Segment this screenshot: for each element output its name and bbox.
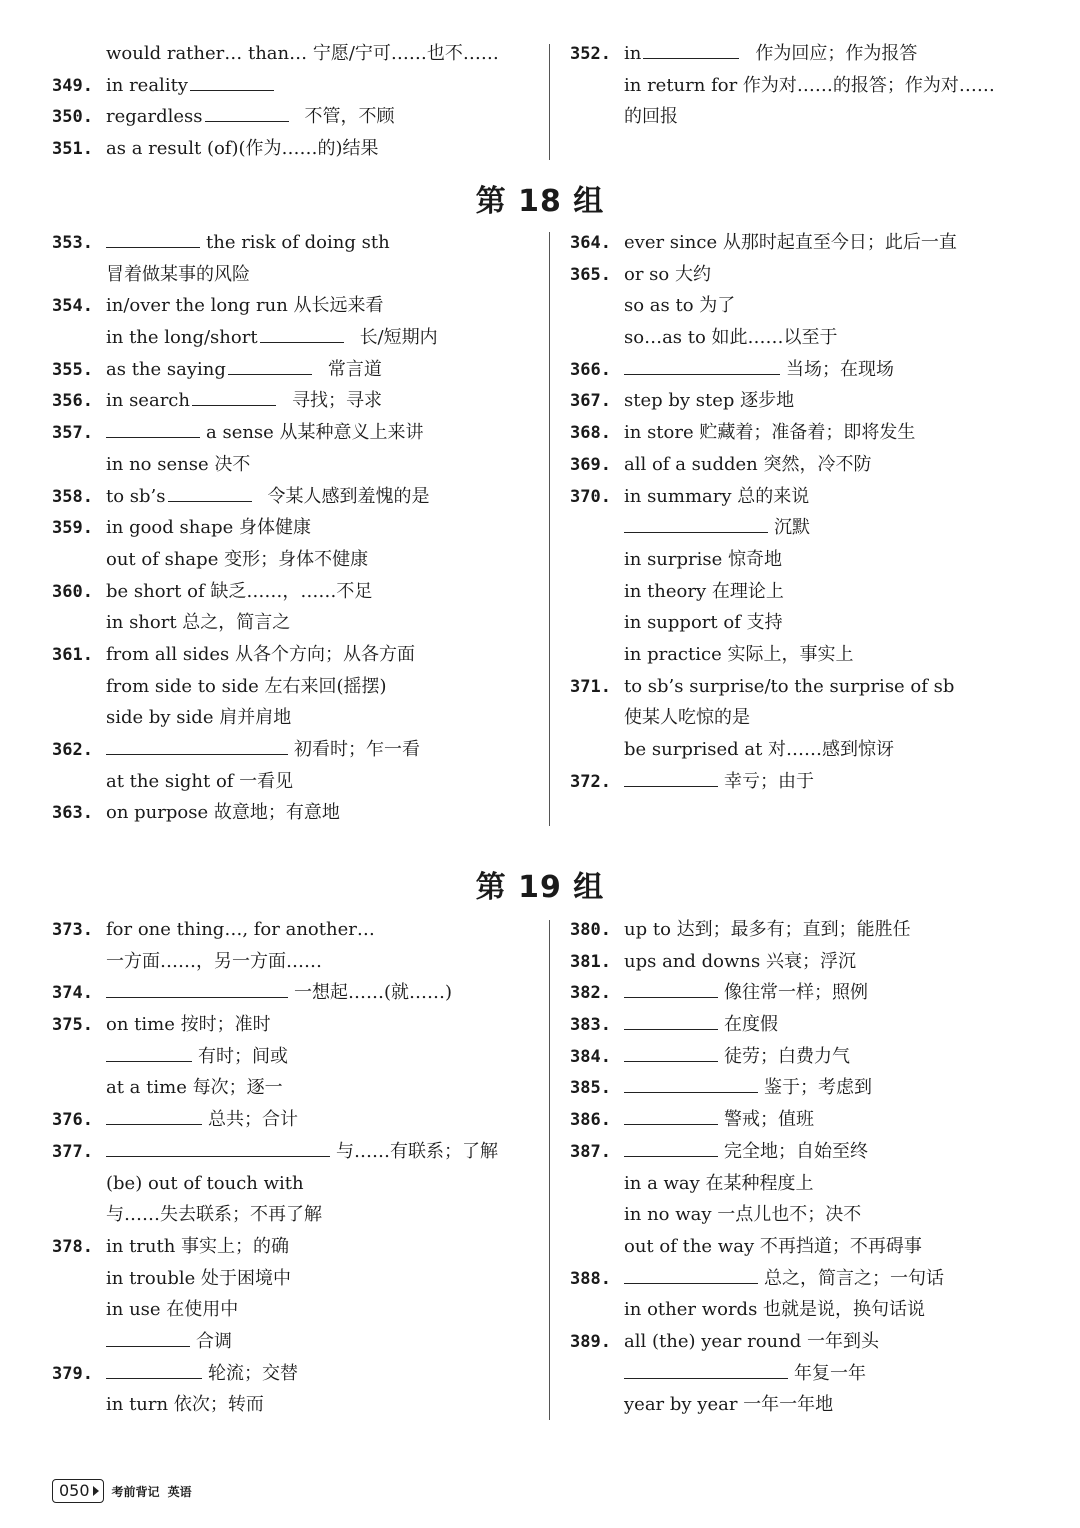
phrase-text: in/over the long run 从长远来看	[106, 295, 384, 317]
phrase-text: for one thing…, for another…	[106, 919, 375, 940]
phrase-text: from all sides 从各个方向；从各方面	[106, 643, 415, 665]
fill-in-blank	[228, 354, 312, 375]
phrase-text: in good shape 身体健康	[106, 517, 311, 539]
phrase-text: in the long/short	[106, 327, 258, 349]
phrase-text: 完全地；自始至终	[724, 1140, 868, 1162]
phrase-text: 鉴于；考虑到	[764, 1077, 872, 1099]
phrase-text: at a time 每次；逐一	[106, 1077, 283, 1099]
phrase-text: in truth 事实上；的确	[106, 1235, 290, 1257]
phrase-text: out of the way 不再挡道；不再碍事	[624, 1235, 922, 1257]
section-title-18: 第 18 组	[475, 184, 605, 219]
fill-in-blank	[624, 512, 768, 533]
fill-in-blank	[624, 1104, 718, 1125]
phrase-entry	[52, 766, 532, 798]
phrase-entry	[570, 1358, 1050, 1390]
phrase-text: as a result (of)(作为……的)结果	[106, 138, 379, 160]
play-arrow-icon	[93, 1486, 99, 1496]
phrase-text: 警戒；值班	[724, 1109, 814, 1131]
phrase-entry	[52, 702, 532, 734]
phrase-entry	[570, 1104, 1050, 1136]
phrase-entry	[52, 544, 532, 576]
phrase-text: 有时；间或	[198, 1045, 288, 1067]
phrase-entry	[570, 1263, 1050, 1295]
entry-number: 361.	[52, 644, 93, 665]
phrase-entry	[570, 417, 1050, 449]
phrase-text: in other words 也就是说，换句话说	[624, 1299, 926, 1321]
phrase-entry	[52, 639, 532, 671]
phrase-text: so…as to 如此……以至于	[624, 327, 838, 349]
phrase-entry	[52, 449, 532, 481]
entry-number: 356.	[52, 391, 93, 412]
fill-in-blank	[624, 1263, 758, 1284]
fill-in-blank	[624, 1358, 788, 1379]
phrase-entry	[570, 671, 1050, 703]
entry-number: 365.	[570, 264, 611, 285]
entry-number: 372.	[570, 771, 611, 792]
phrase-entry	[570, 1041, 1050, 1073]
phrase-text: from side to side 左右来回(摇摆)	[106, 675, 387, 697]
page-number-box	[52, 1479, 104, 1503]
entry-number: 385.	[570, 1078, 611, 1099]
phrase-text: 幸亏；由于	[724, 770, 814, 792]
phrase-entry	[52, 101, 532, 133]
phrase-text: 总共；合计	[208, 1109, 298, 1131]
phrase-entry	[570, 977, 1050, 1009]
phrase-text: in return for 作为对……的报答；作为对……	[624, 74, 995, 96]
phrase-entry	[52, 734, 532, 766]
phrase-text: in theory 在理论上	[624, 580, 784, 602]
entry-number: 352.	[570, 44, 611, 64]
entry-number: 362.	[52, 740, 93, 760]
phrase-entry	[52, 1041, 532, 1073]
fill-in-blank	[624, 354, 780, 375]
phrase-entry	[570, 914, 1050, 946]
phrase-text: 轮流；交替	[208, 1362, 298, 1384]
phrase-meaning: 不管，不顾	[304, 106, 395, 128]
phrase-text: ever since 从那时起直至今日；此后一直	[624, 232, 957, 253]
phrase-entry	[570, 946, 1050, 978]
right-column	[570, 227, 1050, 797]
entry-number: 380.	[570, 920, 611, 940]
entry-number: 369.	[570, 454, 611, 475]
phrase-entry	[52, 914, 532, 946]
page-number: 050	[59, 1481, 90, 1500]
phrase-entry	[52, 1072, 532, 1104]
phrase-entry	[570, 354, 1050, 386]
phrase-entry	[570, 576, 1050, 608]
phrase-entry	[570, 259, 1050, 291]
phrase-entry	[52, 385, 532, 417]
entry-number: 364.	[570, 233, 611, 253]
phrase-text: all of a sudden 突然，冷不防	[624, 453, 872, 475]
entry-number: 378.	[52, 1236, 93, 1257]
phrase-text: 像往常一样；照例	[724, 982, 868, 1004]
phrase-text: 年复一年	[794, 1362, 866, 1384]
phrase-text: in short 总之，简言之	[106, 612, 291, 634]
entry-number: 377.	[52, 1141, 93, 1162]
column-divider	[549, 44, 550, 160]
entry-number: 363.	[52, 803, 93, 824]
phrase-entry	[52, 1263, 532, 1295]
subject-label: 英语	[167, 1484, 192, 1499]
book-title: 考前背记	[111, 1484, 160, 1499]
column-divider	[549, 920, 550, 1420]
right-column	[570, 914, 1050, 1421]
phrase-text: out of shape 变形；身体不健康	[106, 548, 369, 570]
entry-number: 368.	[570, 423, 611, 444]
phrase-entry	[570, 1136, 1050, 1168]
phrase-entry	[52, 133, 532, 165]
phrase-text: 沉默	[774, 517, 810, 539]
phrase-text: (be) out of touch with	[106, 1172, 304, 1194]
phrase-entry	[52, 576, 532, 608]
phrase-text: in support of 支持	[624, 612, 783, 634]
fill-in-blank	[106, 1358, 202, 1379]
phrase-meaning: 常言道	[327, 358, 382, 380]
phrase-entry	[52, 1389, 532, 1421]
phrase-text: 一想起……(就……)	[294, 982, 453, 1004]
phrase-entry	[570, 1231, 1050, 1263]
phrase-text: in practice 实际上，事实上	[624, 643, 854, 665]
phrase-text: 一方面……，另一方面……	[106, 950, 322, 972]
phrase-meaning: 令某人感到羞愧的是	[267, 485, 430, 507]
phrase-entry	[52, 1009, 532, 1041]
entry-number: 379.	[52, 1363, 93, 1384]
entry-number: 371.	[570, 676, 611, 697]
phrase-text: in surprise 惊奇地	[624, 548, 783, 570]
phrase-text: in turn 依次；转而	[106, 1394, 264, 1416]
phrase-entry	[52, 1136, 532, 1168]
fill-in-blank	[106, 1136, 330, 1157]
phrase-entry	[570, 1326, 1050, 1358]
phrase-entry	[52, 70, 532, 102]
phrase-text: 与……有联系；了解	[336, 1140, 498, 1162]
phrase-text: at the sight of 一看见	[106, 770, 294, 792]
entry-number: 381.	[570, 951, 611, 972]
entry-number: 350.	[52, 107, 93, 128]
fill-in-blank	[624, 1136, 718, 1157]
phrase-text: up to 达到；最多有；直到；能胜任	[624, 919, 911, 940]
phrase-entry	[52, 354, 532, 386]
phrase-entry	[570, 766, 1050, 798]
phrase-entry	[570, 101, 1050, 133]
left-column	[52, 914, 532, 1421]
fill-in-blank	[643, 38, 739, 59]
phrase-text: regardless	[106, 106, 203, 128]
entry-number: 376.	[52, 1110, 93, 1131]
fill-in-blank	[624, 1041, 718, 1062]
phrase-entry	[570, 70, 1050, 102]
fill-in-blank	[106, 977, 288, 998]
phrase-text: the risk of doing sth	[206, 232, 390, 253]
phrase-entry	[52, 227, 532, 259]
phrase-text: 当场；在现场	[786, 358, 894, 380]
phrase-text: 冒着做某事的风险	[106, 263, 250, 285]
entry-number: 370.	[570, 486, 611, 507]
column-divider	[549, 232, 550, 826]
entry-number: 374.	[52, 983, 93, 1004]
phrase-text: in no sense 决不	[106, 453, 251, 475]
entry-number: 389.	[570, 1331, 611, 1352]
phrase-text: on time 按时；准时	[106, 1014, 271, 1036]
entry-number: 353.	[52, 233, 93, 253]
left-column	[52, 227, 532, 829]
phrase-entry	[570, 1199, 1050, 1231]
phrase-text: year by year 一年一年地	[624, 1394, 834, 1416]
phrase-meaning: 寻找；寻求	[291, 390, 382, 412]
fill-in-blank	[168, 481, 252, 502]
phrase-entry	[570, 544, 1050, 576]
phrase-entry	[52, 1358, 532, 1390]
phrase-entry	[570, 227, 1050, 259]
phrase-entry	[52, 322, 532, 354]
phrase-entry	[52, 607, 532, 639]
entry-number: 373.	[52, 920, 93, 940]
fill-in-blank	[106, 417, 200, 438]
phrase-text: 总之，简言之；一句话	[764, 1267, 944, 1289]
fill-in-blank	[260, 322, 344, 343]
phrase-entry	[52, 797, 532, 829]
phrase-entry	[570, 1389, 1050, 1421]
phrase-text: 使某人吃惊的是	[624, 707, 750, 729]
phrase-entry	[52, 38, 532, 70]
phrase-entry	[52, 671, 532, 703]
page-footer	[52, 1478, 192, 1504]
fill-in-blank	[190, 70, 274, 91]
phrase-entry	[52, 1168, 532, 1200]
phrase-entry	[570, 512, 1050, 544]
entry-number: 359.	[52, 518, 93, 539]
phrase-text: a sense 从某种意义上来讲	[206, 422, 424, 444]
phrase-entry	[52, 512, 532, 544]
fill-in-blank	[624, 1009, 718, 1030]
phrase-entry	[52, 1231, 532, 1263]
fill-in-blank	[106, 1326, 190, 1347]
phrase-text: 与……失去联系；不再了解	[106, 1204, 322, 1226]
phrase-text: to sb’s surprise/to the surprise of sb	[624, 675, 955, 697]
phrase-entry	[570, 1294, 1050, 1326]
fill-in-blank	[106, 1104, 202, 1125]
phrase-entry	[52, 417, 532, 449]
fill-in-blank	[106, 227, 200, 248]
phrase-text: 合调	[196, 1330, 232, 1352]
phrase-entry	[570, 385, 1050, 417]
entry-number: 351.	[52, 139, 93, 160]
phrase-entry	[52, 290, 532, 322]
phrase-text: in use 在使用中	[106, 1299, 239, 1321]
phrase-entry	[52, 1294, 532, 1326]
entry-number: 375.	[52, 1015, 93, 1036]
fill-in-blank	[192, 385, 276, 406]
phrase-text: in store 贮藏着；准备着；即将发生	[624, 422, 916, 444]
phrase-text: in no way 一点儿也不；决不	[624, 1204, 862, 1226]
phrase-text: ups and downs 兴衰；浮沉	[624, 950, 856, 972]
phrase-text: would rather… than… 宁愿/宁可……也不……	[106, 43, 499, 64]
phrase-entry	[570, 322, 1050, 354]
phrase-entry	[570, 702, 1050, 734]
entry-number: 383.	[570, 1015, 611, 1036]
phrase-entry	[570, 290, 1050, 322]
phrase-text: to sb’s	[106, 485, 166, 507]
entry-number: 386.	[570, 1110, 611, 1131]
phrase-entry	[570, 38, 1050, 70]
entry-number: 357.	[52, 423, 93, 444]
entry-number: 384.	[570, 1046, 611, 1067]
phrase-text: 在度假	[724, 1014, 778, 1036]
phrase-entry	[570, 639, 1050, 671]
phrase-text: in trouble 处于困境中	[106, 1267, 291, 1289]
phrase-entry	[570, 449, 1050, 481]
entry-number: 388.	[570, 1268, 611, 1289]
phrase-meaning: 长/短期内	[359, 327, 438, 349]
section-title-19: 第 19 组	[475, 870, 605, 905]
entry-number: 387.	[570, 1141, 611, 1162]
phrase-entry	[52, 1199, 532, 1231]
fill-in-blank	[624, 766, 718, 787]
entry-number: 366.	[570, 359, 611, 380]
phrase-meaning: 作为回应；作为报答	[755, 43, 918, 64]
entry-number: 349.	[52, 75, 93, 96]
phrase-entry	[570, 607, 1050, 639]
fill-in-blank	[106, 1041, 192, 1062]
phrase-text: in a way 在某种程度上	[624, 1172, 814, 1194]
phrase-entry	[52, 946, 532, 978]
right-column	[570, 38, 1050, 133]
phrase-entry	[52, 977, 532, 1009]
phrase-text: as the saying	[106, 358, 226, 380]
phrase-text: 的回报	[624, 106, 678, 128]
entry-number: 367.	[570, 391, 611, 412]
phrase-text: in reality	[106, 74, 188, 96]
entry-number: 355.	[52, 359, 93, 380]
phrase-text: all (the) year round 一年到头	[624, 1330, 879, 1352]
phrase-text: or so 大约	[624, 263, 711, 285]
phrase-entry	[52, 1326, 532, 1358]
phrase-entry	[570, 1072, 1050, 1104]
phrase-text: in search	[106, 390, 190, 412]
phrase-text: be short of 缺乏……，……不足	[106, 580, 373, 602]
phrase-text: step by step 逐步地	[624, 390, 795, 412]
fill-in-blank	[624, 1072, 758, 1093]
entry-number: 358.	[52, 486, 93, 507]
phrase-entry	[52, 1104, 532, 1136]
phrase-text: in	[624, 43, 642, 64]
left-column	[52, 38, 532, 165]
phrase-text: 徒劳；白费力气	[724, 1045, 850, 1067]
phrase-entry	[52, 259, 532, 291]
entry-number: 360.	[52, 581, 93, 602]
phrase-entry	[570, 1009, 1050, 1041]
phrase-text: be surprised at 对……感到惊讶	[624, 739, 895, 760]
fill-in-blank	[205, 101, 289, 122]
phrase-entry	[52, 481, 532, 513]
phrase-text: in summary 总的来说	[624, 485, 810, 507]
phrase-entry	[570, 1168, 1050, 1200]
phrase-entry	[570, 734, 1050, 766]
phrase-text: side by side 肩并肩地	[106, 707, 292, 729]
entry-number: 354.	[52, 296, 93, 317]
entry-number: 382.	[570, 983, 611, 1004]
fill-in-blank	[624, 977, 718, 998]
phrase-text: on purpose 故意地；有意地	[106, 802, 340, 824]
fill-in-blank	[106, 734, 288, 755]
phrase-entry	[570, 481, 1050, 513]
phrase-text: so as to 为了	[624, 295, 736, 317]
phrase-text: 初看时；乍一看	[294, 739, 420, 760]
